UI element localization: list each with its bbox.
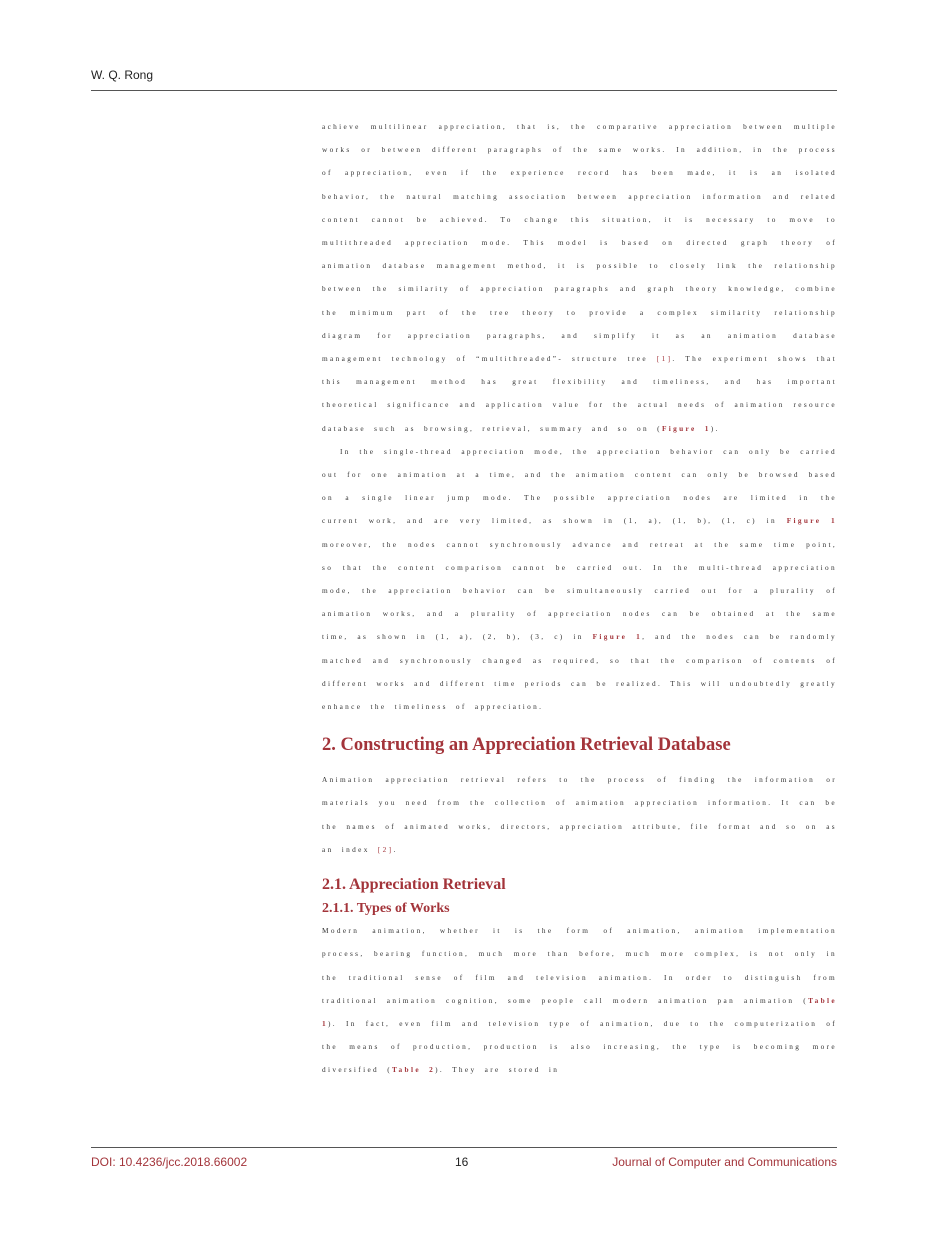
paragraph-text: In the single-thread appreciation mode, the appreciation behavior can only be carried out for one animation at a time, and the animation content can only be browsed based on a single linear jump mode. The possible appreciation nodes are limited in the current work, and are very limited, as shown in (1, a), (1, b), (1, c) in [322, 446, 837, 526]
table-link[interactable]: Table 2 [392, 1065, 436, 1075]
paragraph-text: moreover, the nodes cannot synchronously advance and retreat at the same time point, so that the content comparison cannot be carried out. In the multi-thread appreciation mode, the appreciation behavior can be simultaneously carried out for a plurality of animation works, and a plurality of appreciation nodes can be obtained at the same time, as shown in (1, a), (2, b), (3, c) in [322, 539, 837, 642]
page-number: 16 [455, 1155, 469, 1169]
footer-divider [91, 1147, 837, 1148]
figure-link[interactable]: Figure 1 [661, 423, 711, 433]
header-divider [91, 90, 837, 91]
subsubsection-heading: 2.1.1. Types of Works [322, 901, 450, 917]
paragraph [322, 440, 837, 718]
paragraph-text: ). They are stored in [435, 1065, 560, 1075]
subsection-heading: 2.1. Appreciation Retrieval [322, 876, 506, 894]
section-heading: 2. Constructing an Appreciation Retrieval Database [322, 735, 731, 756]
paragraph-text: Animation appreciation retrieval refers to the process of finding the information or materials you need from the collection of animation appreciation information. It can be the names of animated works, directors, appreciation attribute, file format and so on as an index [322, 775, 837, 854]
citation-link[interactable]: [2] [377, 844, 394, 854]
paragraph-text: , and the nodes can be randomly matched and synchronously changed as required, so that the comparison of contents of different works and different time periods can be realized. This will undoubtedly greatly enhance the timeliness of appreciation. [322, 632, 838, 712]
paragraph-text: achieve multilinear appreciation, that is, the comparative appreciation between multiple works or between different paragraphs of the same works. In addition, in the process of appreciation, even if the experience record has been made, it is an isolated behavior, the natural matching association between appreciation information and related content cannot be achieved. To change this situation, it is necessary to move to multithreaded appreciation mode. This model is based on directed graph theory of animation database management method, it is possible to closely link the relationship between the similarity of appreciation paragraphs and graph theory knowledge, combine the minimum part of the tree theory to provide a complex similarity relationship diagram for appreciation paragraphs, and simplify it as an animation database management technology of “multithreaded”- structure tree [322, 122, 837, 364]
footer-doi-link[interactable]: DOI: 10.4236/jcc.2018.66002 [91, 1155, 248, 1169]
running-header-author: W. Q. Rong [91, 68, 154, 82]
paragraph-text: ). [710, 423, 720, 433]
paragraph [322, 919, 837, 1081]
citation-link[interactable]: [1] [656, 354, 673, 364]
paragraph-text: . [393, 844, 398, 854]
paragraph-text: . The experiment shows that this management method has great flexibility and timeliness, and has important theoretical significance and application value for the actual needs of animation resource database such as browsing, retrieval, summary and so on ( [322, 354, 837, 433]
paragraph-text: Modern animation, whether it is the form of animation, animation implementation process, bearing function, much more than before, much more complex, is not only in the traditional sense of film and television animation. In order to distinguish from traditional animation cognition, some people call modern animation pan animation ( [322, 926, 837, 1005]
table-link[interactable]: Table 1 [322, 995, 837, 1028]
figure-link[interactable]: Figure 1 [592, 632, 643, 642]
footer-journal-name: Journal of Computer and Communications [612, 1155, 837, 1169]
paragraph [322, 115, 837, 440]
figure-link[interactable]: Figure 1 [786, 516, 837, 526]
article-body [322, 115, 837, 1082]
paragraph-text: ). In fact, even film and television type of animation, due to the computerization of the means of production, production is also increasing, the type is becoming more diversified ( [322, 1018, 837, 1075]
paragraph [322, 768, 837, 861]
